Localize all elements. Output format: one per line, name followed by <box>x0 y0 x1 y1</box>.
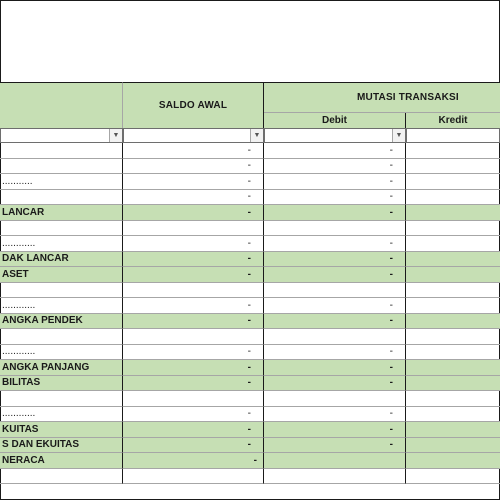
debit-cell[interactable] <box>264 469 406 485</box>
debit-cell-text: - <box>389 439 393 451</box>
saldo-awal-cell[interactable] <box>123 329 264 345</box>
debit-cell-text: - <box>389 299 393 311</box>
kredit-cell[interactable] <box>406 329 500 345</box>
kredit-cell[interactable] <box>406 438 500 454</box>
kredit-cell[interactable] <box>406 360 500 376</box>
debit-cell[interactable] <box>264 391 406 407</box>
saldo-awal-cell-text: - <box>247 299 251 311</box>
row-label-cell[interactable] <box>0 159 123 175</box>
kredit-cell[interactable] <box>406 252 500 268</box>
debit-cell-text: - <box>389 361 393 373</box>
saldo-awal-cell[interactable] <box>123 391 264 407</box>
saldo-awal-cell-text: - <box>247 237 251 249</box>
row-label-cell[interactable] <box>0 391 123 407</box>
saldo-awal-cell[interactable] <box>123 283 264 299</box>
debit-cell[interactable] <box>264 422 406 438</box>
saldo-awal-cell[interactable] <box>123 205 264 221</box>
debit-cell-text: - <box>389 237 393 249</box>
kredit-header-text: Kredit <box>438 115 468 126</box>
saldo-awal-cell[interactable] <box>123 252 264 268</box>
row-label-cell[interactable] <box>0 469 123 485</box>
debit-cell-text: - <box>389 408 393 420</box>
row-label-cell-text: ASET <box>2 268 29 280</box>
filter-kredit[interactable] <box>406 128 500 143</box>
debit-cell[interactable] <box>264 360 406 376</box>
debit-cell[interactable] <box>264 283 406 299</box>
debit-cell[interactable] <box>264 236 406 252</box>
row-label-cell[interactable] <box>0 453 123 469</box>
row-label-cell-text: KUITAS <box>2 423 39 435</box>
saldo-awal-cell[interactable] <box>123 438 264 454</box>
debit-cell[interactable] <box>264 221 406 237</box>
saldo-awal-cell[interactable] <box>123 453 264 469</box>
debit-cell[interactable] <box>264 376 406 392</box>
row-label-cell[interactable] <box>0 345 123 361</box>
kredit-cell[interactable] <box>406 159 500 175</box>
kredit-header <box>406 113 500 128</box>
kredit-cell[interactable] <box>406 407 500 423</box>
kredit-cell[interactable] <box>406 469 500 485</box>
debit-cell-text: - <box>389 253 393 265</box>
row-label-cell[interactable] <box>0 174 123 190</box>
debit-header-text: Debit <box>322 115 347 126</box>
debit-cell-text: - <box>389 377 393 389</box>
row-label-cell[interactable] <box>0 407 123 423</box>
kredit-cell[interactable] <box>406 345 500 361</box>
kredit-cell[interactable] <box>406 376 500 392</box>
saldo-awal-cell-text: - <box>247 206 251 218</box>
saldo-awal-cell[interactable] <box>123 345 264 361</box>
debit-cell-text: - <box>389 175 393 187</box>
debit-cell-text: - <box>389 160 393 172</box>
row-label-cell[interactable] <box>0 329 123 345</box>
debit-cell[interactable] <box>264 205 406 221</box>
row-label-cell[interactable] <box>0 267 123 283</box>
row-label-cell-text: DAK LANCAR <box>2 253 69 265</box>
saldo-awal-cell[interactable] <box>123 236 264 252</box>
debit-cell-text: - <box>389 206 393 218</box>
filter-dropdown-button[interactable] <box>250 129 263 142</box>
debit-cell[interactable] <box>264 298 406 314</box>
row-label-cell[interactable] <box>0 422 123 438</box>
saldo-awal-cell[interactable] <box>123 360 264 376</box>
kredit-cell[interactable] <box>406 236 500 252</box>
row-label-cell[interactable] <box>0 360 123 376</box>
chevron-down-icon: ▼ <box>112 132 120 139</box>
row-label-cell[interactable] <box>0 438 123 454</box>
debit-cell[interactable] <box>264 345 406 361</box>
filter-debit[interactable] <box>264 128 406 143</box>
kredit-cell[interactable] <box>406 267 500 283</box>
kredit-cell[interactable] <box>406 391 500 407</box>
row-label-cell-text: ............ <box>2 408 36 420</box>
saldo-awal-cell[interactable] <box>123 314 264 330</box>
saldo-awal-cell-text: - <box>247 346 251 358</box>
debit-cell-text: - <box>389 144 393 156</box>
debit-cell-text: - <box>389 315 393 327</box>
saldo-awal-cell-text: - <box>247 253 251 265</box>
row-label-cell[interactable] <box>0 283 123 299</box>
debit-cell[interactable] <box>264 407 406 423</box>
row-label-cell[interactable] <box>0 236 123 252</box>
debit-cell-text: - <box>389 191 393 203</box>
debit-cell[interactable] <box>264 252 406 268</box>
kredit-cell[interactable] <box>406 283 500 299</box>
saldo-awal-cell-text: - <box>247 315 251 327</box>
saldo-awal-cell-text: - <box>247 160 251 172</box>
saldo-awal-cell-text: - <box>247 268 251 280</box>
saldo-awal-cell-text: - <box>253 454 257 466</box>
kredit-cell[interactable] <box>406 221 500 237</box>
saldo-awal-cell-text: - <box>247 175 251 187</box>
row-label-cell-text: S DAN EKUITAS <box>2 439 80 451</box>
saldo-awal-cell[interactable] <box>123 190 264 206</box>
saldo-awal-cell[interactable] <box>123 422 264 438</box>
saldo-awal-cell[interactable] <box>123 407 264 423</box>
row-label-cell[interactable] <box>0 252 123 268</box>
saldo-awal-cell-text: - <box>247 361 251 373</box>
saldo-awal-cell-text: - <box>247 144 251 156</box>
kredit-cell[interactable] <box>406 453 500 469</box>
kredit-cell[interactable] <box>406 422 500 438</box>
filter-saldo-awal[interactable] <box>123 128 264 143</box>
saldo-awal-cell[interactable] <box>123 143 264 159</box>
row-label-cell[interactable] <box>0 190 123 206</box>
saldo-awal-header-text: SALDO AWAL <box>158 100 228 111</box>
row-label-cell-text: LANCAR <box>2 206 45 218</box>
kredit-cell[interactable] <box>406 205 500 221</box>
kredit-cell[interactable] <box>406 174 500 190</box>
saldo-awal-cell-text: - <box>247 191 251 203</box>
debit-cell[interactable] <box>264 329 406 345</box>
saldo-awal-cell[interactable] <box>123 267 264 283</box>
kredit-cell[interactable] <box>406 143 500 159</box>
saldo-awal-cell[interactable] <box>123 159 264 175</box>
row-label-cell-text: BILITAS <box>2 377 41 389</box>
saldo-awal-cell[interactable] <box>123 174 264 190</box>
row-label-cell-text: ANGKA PENDEK <box>2 315 83 327</box>
saldo-awal-header <box>123 82 264 128</box>
row-label-cell[interactable] <box>0 143 123 159</box>
row-label-cell-text: NERACA <box>2 454 45 466</box>
saldo-awal-cell[interactable] <box>123 221 264 237</box>
row-label-cell-text: ............ <box>2 237 36 249</box>
kredit-cell[interactable] <box>406 314 500 330</box>
saldo-awal-cell-text: - <box>247 439 251 451</box>
chevron-down-icon: ▼ <box>253 132 261 139</box>
filter-dropdown-button[interactable] <box>109 129 122 142</box>
debit-cell[interactable] <box>264 159 406 175</box>
filter-dropdown-button[interactable] <box>392 129 405 142</box>
debit-header <box>264 113 406 128</box>
debit-cell[interactable] <box>264 453 406 469</box>
row-label-cell[interactable] <box>0 376 123 392</box>
row-label-cell[interactable] <box>0 298 123 314</box>
saldo-awal-cell-text: - <box>247 377 251 389</box>
debit-cell[interactable] <box>264 438 406 454</box>
filter-label-column[interactable] <box>0 128 123 143</box>
saldo-awal-cell[interactable] <box>123 469 264 485</box>
row-label-cell[interactable] <box>0 314 123 330</box>
kredit-cell[interactable] <box>406 298 500 314</box>
mutasi-transaksi-header <box>264 82 500 113</box>
saldo-awal-cell-text: - <box>247 423 251 435</box>
row-label-cell-text: ........... <box>2 175 33 187</box>
row-label-cell-text: ............ <box>2 346 36 358</box>
row-label-cell-text: ............ <box>2 299 36 311</box>
debit-cell-text: - <box>389 346 393 358</box>
saldo-awal-cell-text: - <box>247 408 251 420</box>
debit-cell[interactable] <box>264 174 406 190</box>
debit-cell-text: - <box>389 423 393 435</box>
header-label-column <box>0 82 123 128</box>
debit-cell[interactable] <box>264 143 406 159</box>
chevron-down-icon: ▼ <box>395 132 403 139</box>
saldo-awal-cell[interactable] <box>123 376 264 392</box>
debit-cell[interactable] <box>264 267 406 283</box>
debit-cell-text: - <box>389 268 393 280</box>
debit-cell[interactable] <box>264 314 406 330</box>
mutasi-transaksi-header-text: MUTASI TRANSAKSI <box>357 92 459 103</box>
debit-cell[interactable] <box>264 190 406 206</box>
kredit-cell[interactable] <box>406 190 500 206</box>
row-label-cell[interactable] <box>0 221 123 237</box>
saldo-awal-cell[interactable] <box>123 298 264 314</box>
row-label-cell-text: ANGKA PANJANG <box>2 361 90 373</box>
row-label-cell[interactable] <box>0 205 123 221</box>
